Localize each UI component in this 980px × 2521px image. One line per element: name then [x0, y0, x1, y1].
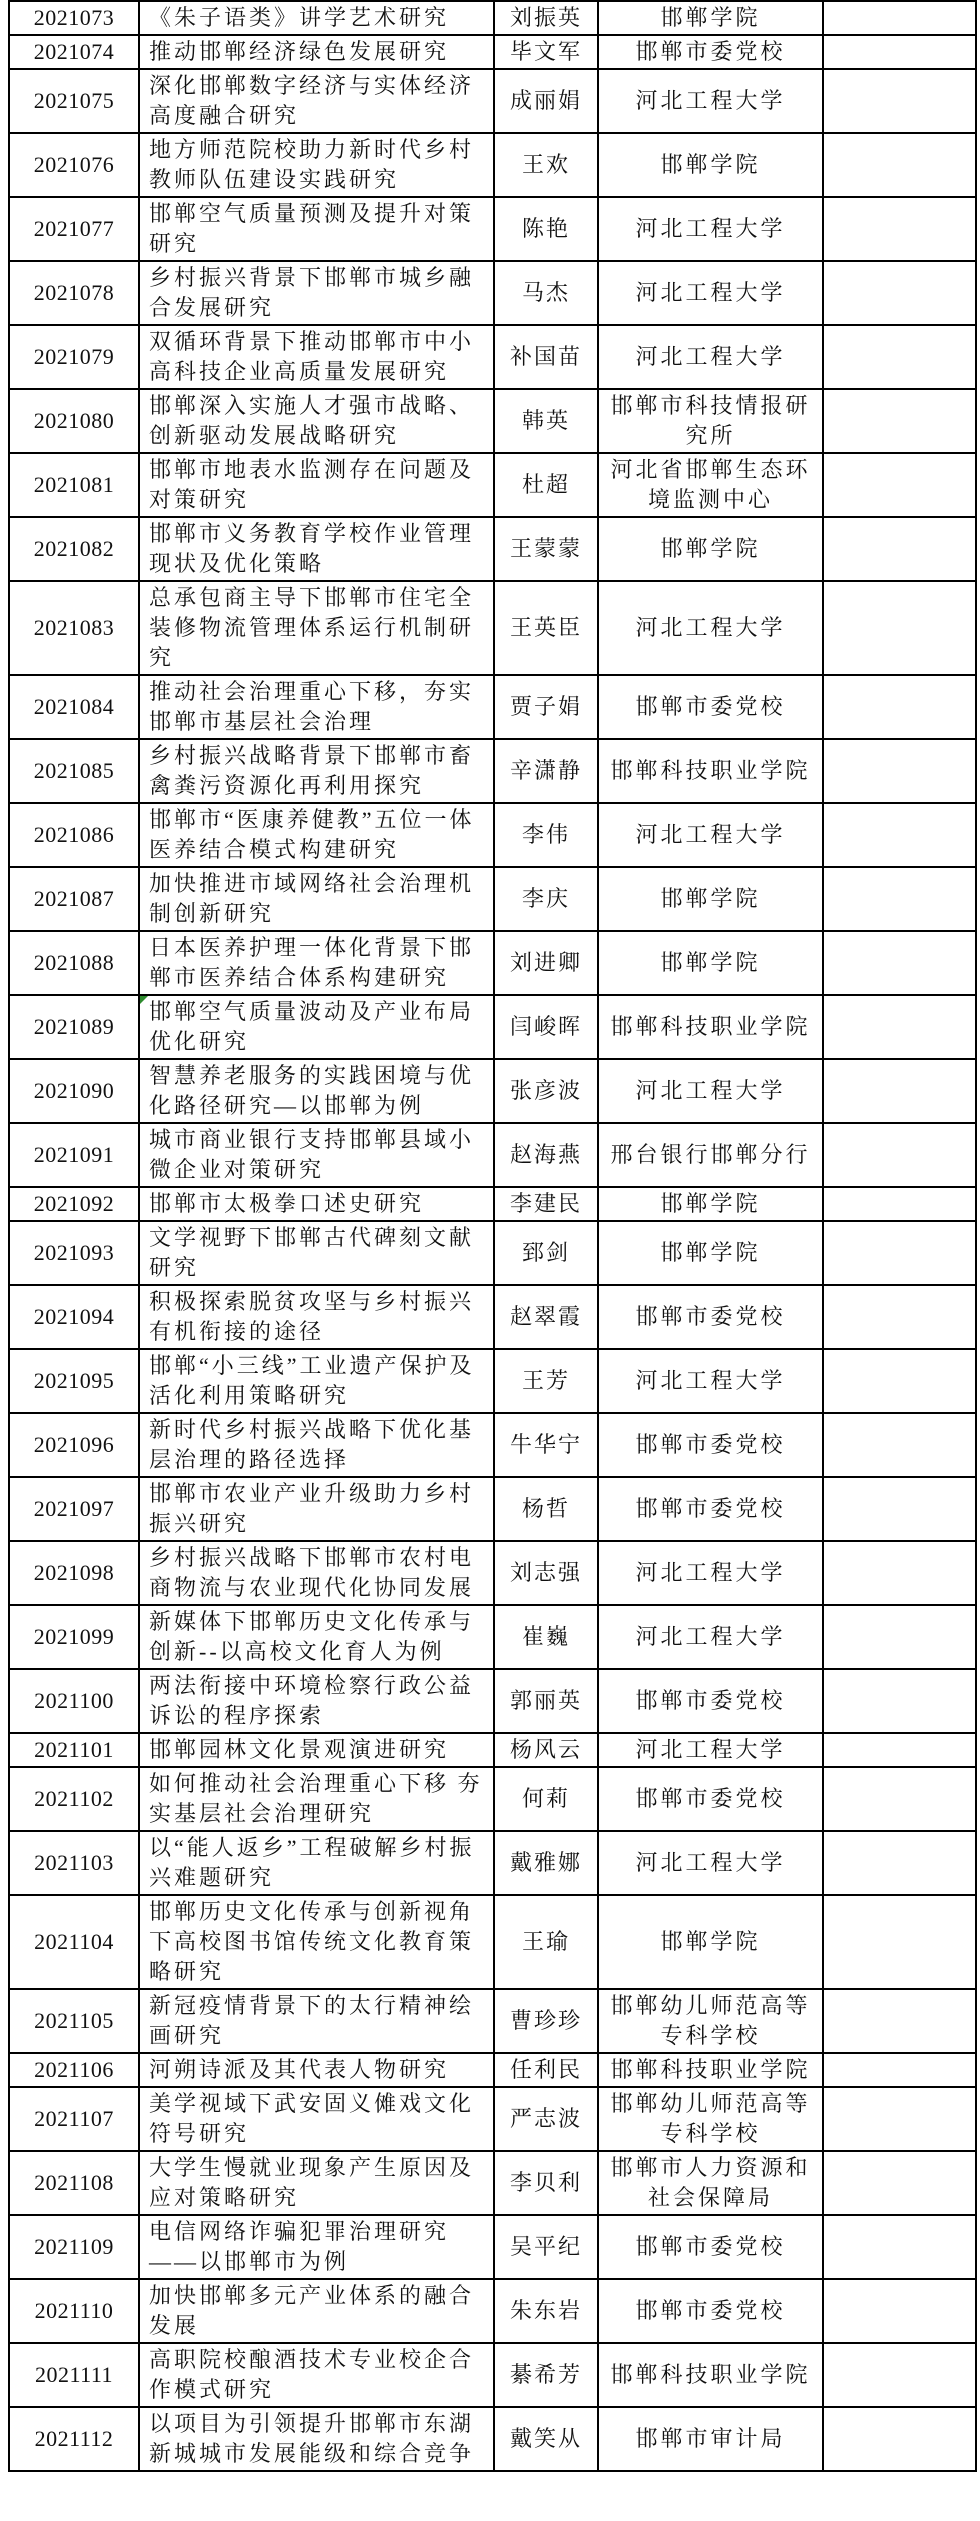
- project-id-cell: 2021084: [9, 675, 139, 739]
- project-leader-cell: 韩英: [494, 389, 598, 453]
- empty-status-cell: [823, 995, 976, 1059]
- project-leader-cell: 补国苗: [494, 325, 598, 389]
- project-leader-cell: 朱东岩: [494, 2279, 598, 2343]
- table-row: [9, 1187, 976, 1221]
- project-title-text: 邯郸深入实施人才强市战略、创新驱动发展战略研究: [149, 393, 475, 448]
- project-org-cell: 河北工程大学: [598, 325, 823, 389]
- project-id-cell: 2021099: [9, 1605, 139, 1669]
- project-id-cell: 2021087: [9, 867, 139, 931]
- project-id-cell: 2021105: [9, 1989, 139, 2053]
- project-title-text: 河朔诗派及其代表人物研究: [149, 2057, 450, 2082]
- project-id-cell: 2021103: [9, 1831, 139, 1895]
- project-title-cell: [139, 2215, 494, 2279]
- empty-status-cell: [823, 1123, 976, 1187]
- empty-status-cell: [823, 1831, 976, 1895]
- project-org-cell: 河北工程大学: [598, 581, 823, 675]
- project-title-cell: [139, 1767, 494, 1831]
- table-row: [9, 1831, 976, 1895]
- table-row: [9, 1989, 976, 2053]
- table-row: [9, 867, 976, 931]
- project-title-cell: [139, 1989, 494, 2053]
- project-id-cell: 2021094: [9, 1285, 139, 1349]
- empty-status-cell: [823, 931, 976, 995]
- table-row: [9, 1349, 976, 1413]
- project-org-cell: 河北工程大学: [598, 1831, 823, 1895]
- project-id-cell: 2021101: [9, 1733, 139, 1767]
- table-row: [9, 995, 976, 1059]
- project-id-cell: 2021104: [9, 1895, 139, 1989]
- project-org-cell: 邯郸科技职业学院: [598, 739, 823, 803]
- table-row: [9, 325, 976, 389]
- project-org-cell: 河北工程大学: [598, 1733, 823, 1767]
- table-row: [9, 803, 976, 867]
- table-row: [9, 389, 976, 453]
- project-title-cell: [139, 1349, 494, 1413]
- project-leader-cell: 杨哲: [494, 1477, 598, 1541]
- empty-status-cell: [823, 1605, 976, 1669]
- empty-status-cell: [823, 2407, 976, 2471]
- project-title-cell: [139, 1059, 494, 1123]
- project-leader-cell: 曹珍珍: [494, 1989, 598, 2053]
- project-title-cell: [139, 1413, 494, 1477]
- project-title-text: 推动邯郸经济绿色发展研究: [149, 39, 450, 64]
- empty-status-cell: [823, 2215, 976, 2279]
- project-leader-cell: 崔巍: [494, 1605, 598, 1669]
- project-id-cell: 2021075: [9, 69, 139, 133]
- project-org-cell: 邯郸市委党校: [598, 35, 823, 69]
- table-row: [9, 1895, 976, 1989]
- project-title-cell: [139, 2053, 494, 2087]
- empty-status-cell: [823, 2053, 976, 2087]
- empty-status-cell: [823, 2151, 976, 2215]
- table-row: [9, 1669, 976, 1733]
- empty-status-cell: [823, 1059, 976, 1123]
- project-org-cell: 邯郸学院: [598, 133, 823, 197]
- project-title-cell: [139, 867, 494, 931]
- project-leader-cell: 刘志强: [494, 1541, 598, 1605]
- empty-status-cell: [823, 1349, 976, 1413]
- project-org-cell: 河北工程大学: [598, 197, 823, 261]
- project-id-cell: 2021110: [9, 2279, 139, 2343]
- table-row: [9, 581, 976, 675]
- project-id-cell: 2021076: [9, 133, 139, 197]
- project-title-cell: [139, 2279, 494, 2343]
- project-id-cell: 2021098: [9, 1541, 139, 1605]
- project-leader-cell: 王芳: [494, 1349, 598, 1413]
- table-row: [9, 69, 976, 133]
- project-title-cell: [139, 2343, 494, 2407]
- project-title-text: 邯郸“小三线”工业遗产保护及活化利用策略研究: [149, 1353, 475, 1408]
- project-leader-cell: 王蒙蒙: [494, 517, 598, 581]
- project-leader-cell: 成丽娟: [494, 69, 598, 133]
- project-title-text: 地方师范院校助力新时代乡村教师队伍建设实践研究: [149, 137, 475, 192]
- project-org-cell: 邯郸学院: [598, 517, 823, 581]
- empty-status-cell: [823, 675, 976, 739]
- project-title-text: 邯郸空气质量波动及产业布局优化研究: [149, 999, 475, 1054]
- project-title-text: 新时代乡村振兴战略下优化基层治理的路径选择: [149, 1417, 475, 1472]
- project-title-text: 以项目为引领提升邯郸市东湖新城城市发展能级和综合竞争: [149, 2411, 475, 2466]
- table-row: [9, 2087, 976, 2151]
- table-row: [9, 133, 976, 197]
- project-id-cell: 2021080: [9, 389, 139, 453]
- project-org-cell: 河北工程大学: [598, 1059, 823, 1123]
- project-title-text: 乡村振兴战略背景下邯郸市畜禽粪污资源化再利用探究: [149, 743, 475, 798]
- project-title-text: 邯郸园林文化景观演进研究: [149, 1737, 450, 1762]
- project-title-text: 美学视域下武安固义傩戏文化符号研究: [149, 2091, 475, 2146]
- project-org-cell: 邯郸学院: [598, 1187, 823, 1221]
- project-org-cell: 邯郸市审计局: [598, 2407, 823, 2471]
- project-id-cell: 2021100: [9, 1669, 139, 1733]
- project-org-cell: 邯郸幼儿师范高等专科学校: [598, 1989, 823, 2053]
- project-title-text: 邯郸市义务教育学校作业管理现状及优化策略: [149, 521, 475, 576]
- project-leader-cell: 杜超: [494, 453, 598, 517]
- empty-status-cell: [823, 35, 976, 69]
- project-org-cell: 邯郸学院: [598, 931, 823, 995]
- empty-status-cell: [823, 1187, 976, 1221]
- project-org-cell: 邯郸市人力资源和社会保障局: [598, 2151, 823, 2215]
- table-row: [9, 1605, 976, 1669]
- table-row: [9, 1123, 976, 1187]
- project-org-cell: 河北工程大学: [598, 261, 823, 325]
- project-title-cell: [139, 1, 494, 35]
- project-id-cell: 2021081: [9, 453, 139, 517]
- project-title-cell: [139, 995, 494, 1059]
- empty-status-cell: [823, 1, 976, 35]
- project-title-cell: [139, 1733, 494, 1767]
- project-leader-cell: 辛潇静: [494, 739, 598, 803]
- project-leader-cell: 刘进卿: [494, 931, 598, 995]
- project-title-text: 两法衔接中环境检察行政公益诉讼的程序探索: [149, 1673, 475, 1728]
- project-title-text: 文学视野下邯郸古代碑刻文献研究: [149, 1225, 475, 1280]
- project-title-text: 乡村振兴背景下邯郸市城乡融合发展研究: [149, 265, 475, 320]
- project-title-text: 《朱子语类》讲学艺术研究: [149, 5, 450, 30]
- project-leader-cell: 牛华宁: [494, 1413, 598, 1477]
- project-leader-cell: 贾子娟: [494, 675, 598, 739]
- project-title-cell: [139, 1605, 494, 1669]
- project-id-cell: 2021092: [9, 1187, 139, 1221]
- project-title-text: 邯郸历史文化传承与创新视角下高校图书馆传统文化教育策略研究: [149, 1899, 475, 1984]
- empty-status-cell: [823, 2343, 976, 2407]
- project-title-text: 加快邯郸多元产业体系的融合发展: [149, 2283, 475, 2338]
- project-id-cell: 2021095: [9, 1349, 139, 1413]
- project-org-cell: 邯郸科技职业学院: [598, 995, 823, 1059]
- table-row: [9, 1413, 976, 1477]
- project-id-cell: 2021091: [9, 1123, 139, 1187]
- project-title-text: 总承包商主导下邯郸市住宅全装修物流管理体系运行机制研究: [149, 585, 475, 670]
- project-title-cell: [139, 2407, 494, 2471]
- empty-status-cell: [823, 1477, 976, 1541]
- project-title-cell: [139, 389, 494, 453]
- comment-marker-icon: [140, 996, 148, 1004]
- project-title-text: 高职院校酿酒技术专业校企合作模式研究: [149, 2347, 475, 2402]
- project-title-cell: [139, 1831, 494, 1895]
- project-title-text: 新媒体下邯郸历史文化传承与创新--以高校文化育人为例: [149, 1609, 475, 1664]
- project-leader-cell: 杨风云: [494, 1733, 598, 1767]
- project-id-cell: 2021109: [9, 2215, 139, 2279]
- project-id-cell: 2021086: [9, 803, 139, 867]
- project-title-cell: [139, 261, 494, 325]
- project-title-text: 乡村振兴战略下邯郸市农村电商物流与农业现代化协同发展: [149, 1545, 475, 1600]
- table-row: [9, 453, 976, 517]
- project-leader-cell: 张彦波: [494, 1059, 598, 1123]
- empty-status-cell: [823, 1413, 976, 1477]
- project-id-cell: 2021088: [9, 931, 139, 995]
- project-id-cell: 2021111: [9, 2343, 139, 2407]
- project-org-cell: 邯郸学院: [598, 1895, 823, 1989]
- project-leader-cell: 李伟: [494, 803, 598, 867]
- project-title-text: 新冠疫情背景下的太行精神绘画研究: [149, 1993, 475, 2048]
- project-id-cell: 2021106: [9, 2053, 139, 2087]
- table-row: [9, 197, 976, 261]
- empty-status-cell: [823, 739, 976, 803]
- project-leader-cell: 李贝利: [494, 2151, 598, 2215]
- empty-status-cell: [823, 2279, 976, 2343]
- empty-status-cell: [823, 325, 976, 389]
- project-title-text: 积极探索脱贫攻坚与乡村振兴有机衔接的途径: [149, 1289, 475, 1344]
- project-title-cell: [139, 325, 494, 389]
- empty-status-cell: [823, 517, 976, 581]
- project-id-cell: 2021107: [9, 2087, 139, 2151]
- project-title-cell: [139, 1895, 494, 1989]
- project-leader-cell: 赵翠霞: [494, 1285, 598, 1349]
- empty-status-cell: [823, 867, 976, 931]
- project-title-cell: [139, 1221, 494, 1285]
- project-leader-cell: 王英臣: [494, 581, 598, 675]
- project-title-cell: [139, 133, 494, 197]
- empty-status-cell: [823, 1541, 976, 1605]
- empty-status-cell: [823, 1733, 976, 1767]
- table-row: [9, 517, 976, 581]
- empty-status-cell: [823, 803, 976, 867]
- project-leader-cell: 郭丽英: [494, 1669, 598, 1733]
- project-leader-cell: 戴笑从: [494, 2407, 598, 2471]
- empty-status-cell: [823, 2087, 976, 2151]
- project-org-cell: 邯郸市委党校: [598, 1767, 823, 1831]
- project-org-cell: 邯郸学院: [598, 1221, 823, 1285]
- project-id-cell: 2021082: [9, 517, 139, 581]
- project-org-cell: 邯郸市科技情报研究所: [598, 389, 823, 453]
- empty-status-cell: [823, 1221, 976, 1285]
- project-leader-cell: 王瑜: [494, 1895, 598, 1989]
- project-title-text: 大学生慢就业现象产生原因及应对策略研究: [149, 2155, 475, 2210]
- project-title-cell: [139, 197, 494, 261]
- project-leader-cell: 刘振英: [494, 1, 598, 35]
- project-leader-cell: 闫峻晖: [494, 995, 598, 1059]
- project-title-text: 如何推动社会治理重心下移 夯实基层社会治理研究: [149, 1771, 483, 1826]
- project-id-cell: 2021097: [9, 1477, 139, 1541]
- project-id-cell: 2021079: [9, 325, 139, 389]
- empty-status-cell: [823, 1669, 976, 1733]
- research-projects-table: [8, 0, 977, 2472]
- project-title-text: 邯郸市农业产业升级助力乡村振兴研究: [149, 1481, 475, 1536]
- project-title-text: 推动社会治理重心下移，夯实邯郸市基层社会治理: [149, 679, 475, 734]
- table-row: [9, 931, 976, 995]
- project-title-text: 智慧养老服务的实践困境与优化路径研究—以邯郸为例: [149, 1063, 475, 1118]
- table-row: [9, 1541, 976, 1605]
- table-row: [9, 2407, 976, 2471]
- project-id-cell: 2021112: [9, 2407, 139, 2471]
- empty-status-cell: [823, 1989, 976, 2053]
- project-leader-cell: 郅剑: [494, 1221, 598, 1285]
- table-body: [9, 1, 976, 2471]
- project-org-cell: 邢台银行邯郸分行: [598, 1123, 823, 1187]
- empty-status-cell: [823, 197, 976, 261]
- table-row: [9, 675, 976, 739]
- project-leader-cell: 任利民: [494, 2053, 598, 2087]
- project-title-cell: [139, 69, 494, 133]
- project-org-cell: 邯郸市委党校: [598, 675, 823, 739]
- project-title-cell: [139, 803, 494, 867]
- project-org-cell: 河北工程大学: [598, 1605, 823, 1669]
- empty-status-cell: [823, 1285, 976, 1349]
- project-org-cell: 邯郸科技职业学院: [598, 2053, 823, 2087]
- empty-status-cell: [823, 261, 976, 325]
- project-title-cell: [139, 931, 494, 995]
- project-title-cell: [139, 1123, 494, 1187]
- project-id-cell: 2021093: [9, 1221, 139, 1285]
- empty-status-cell: [823, 581, 976, 675]
- empty-status-cell: [823, 1767, 976, 1831]
- project-org-cell: 河北工程大学: [598, 69, 823, 133]
- project-org-cell: 河北工程大学: [598, 1349, 823, 1413]
- project-leader-cell: 吴平纪: [494, 2215, 598, 2279]
- project-title-text: 日本医养护理一体化背景下邯郸市医养结合体系构建研究: [149, 935, 475, 990]
- project-id-cell: 2021096: [9, 1413, 139, 1477]
- project-org-cell: 邯郸学院: [598, 867, 823, 931]
- table-row: [9, 2279, 976, 2343]
- project-leader-cell: 赵海燕: [494, 1123, 598, 1187]
- empty-status-cell: [823, 1895, 976, 1989]
- empty-status-cell: [823, 69, 976, 133]
- project-leader-cell: 毕文军: [494, 35, 598, 69]
- project-title-cell: [139, 35, 494, 69]
- project-title-text: 邯郸空气质量预测及提升对策研究: [149, 201, 475, 256]
- table-row: [9, 1221, 976, 1285]
- project-id-cell: 2021083: [9, 581, 139, 675]
- project-id-cell: 2021089: [9, 995, 139, 1059]
- table-row: [9, 2343, 976, 2407]
- table-row: [9, 1477, 976, 1541]
- table-row: [9, 1733, 976, 1767]
- table-row: [9, 2215, 976, 2279]
- project-org-cell: 邯郸市委党校: [598, 1669, 823, 1733]
- table-row: [9, 1767, 976, 1831]
- project-title-cell: [139, 1187, 494, 1221]
- project-leader-cell: 马杰: [494, 261, 598, 325]
- project-title-text: 邯郸市“医康养健教”五位一体医养结合模式构建研究: [149, 807, 475, 862]
- empty-status-cell: [823, 389, 976, 453]
- table-row: [9, 1, 976, 35]
- project-id-cell: 2021085: [9, 739, 139, 803]
- empty-status-cell: [823, 453, 976, 517]
- project-leader-cell: 綦希芳: [494, 2343, 598, 2407]
- table-row: [9, 1285, 976, 1349]
- project-org-cell: 邯郸市委党校: [598, 2215, 823, 2279]
- project-id-cell: 2021073: [9, 1, 139, 35]
- project-title-cell: [139, 1669, 494, 1733]
- table-row: [9, 1059, 976, 1123]
- project-title-cell: [139, 2151, 494, 2215]
- project-leader-cell: 王欢: [494, 133, 598, 197]
- project-title-text: 邯郸市地表水监测存在问题及对策研究: [149, 457, 475, 512]
- project-org-cell: 邯郸幼儿师范高等专科学校: [598, 2087, 823, 2151]
- project-title-cell: [139, 453, 494, 517]
- project-title-text: 电信网络诈骗犯罪治理研究——以邯郸市为例: [149, 2219, 450, 2274]
- project-org-cell: 河北工程大学: [598, 803, 823, 867]
- project-title-text: 深化邯郸数字经济与实体经济高度融合研究: [149, 73, 475, 128]
- project-id-cell: 2021108: [9, 2151, 139, 2215]
- project-id-cell: 2021078: [9, 261, 139, 325]
- project-leader-cell: 李庆: [494, 867, 598, 931]
- project-id-cell: 2021102: [9, 1767, 139, 1831]
- project-title-text: 加快推进市域网络社会治理机制创新研究: [149, 871, 475, 926]
- table-row: [9, 261, 976, 325]
- project-org-cell: 邯郸学院: [598, 1, 823, 35]
- project-leader-cell: 戴雅娜: [494, 1831, 598, 1895]
- project-org-cell: 邯郸市委党校: [598, 1285, 823, 1349]
- project-title-cell: [139, 675, 494, 739]
- project-title-cell: [139, 1285, 494, 1349]
- project-title-cell: [139, 581, 494, 675]
- table-row: [9, 2151, 976, 2215]
- project-title-text: 以“能人返乡”工程破解乡村振兴难题研究: [149, 1835, 475, 1890]
- project-leader-cell: 陈艳: [494, 197, 598, 261]
- table-row: [9, 2053, 976, 2087]
- project-title-cell: [139, 517, 494, 581]
- project-org-cell: 河北省邯郸生态环境监测中心: [598, 453, 823, 517]
- project-org-cell: 邯郸科技职业学院: [598, 2343, 823, 2407]
- table-row: [9, 35, 976, 69]
- project-id-cell: 2021077: [9, 197, 139, 261]
- project-leader-cell: 严志波: [494, 2087, 598, 2151]
- project-id-cell: 2021074: [9, 35, 139, 69]
- project-id-cell: 2021090: [9, 1059, 139, 1123]
- project-title-text: 双循环背景下推动邯郸市中小高科技企业高质量发展研究: [149, 329, 475, 384]
- project-title-text: 城市商业银行支持邯郸县域小微企业对策研究: [149, 1127, 475, 1182]
- project-org-cell: 邯郸市委党校: [598, 1477, 823, 1541]
- project-title-text: 邯郸市太极拳口述史研究: [149, 1191, 425, 1216]
- project-leader-cell: 何莉: [494, 1767, 598, 1831]
- project-org-cell: 河北工程大学: [598, 1541, 823, 1605]
- project-org-cell: 邯郸市委党校: [598, 2279, 823, 2343]
- project-title-cell: [139, 2087, 494, 2151]
- project-title-cell: [139, 739, 494, 803]
- table-row: [9, 739, 976, 803]
- project-org-cell: 邯郸市委党校: [598, 1413, 823, 1477]
- project-title-cell: [139, 1541, 494, 1605]
- project-title-cell: [139, 1477, 494, 1541]
- empty-status-cell: [823, 133, 976, 197]
- project-leader-cell: 李建民: [494, 1187, 598, 1221]
